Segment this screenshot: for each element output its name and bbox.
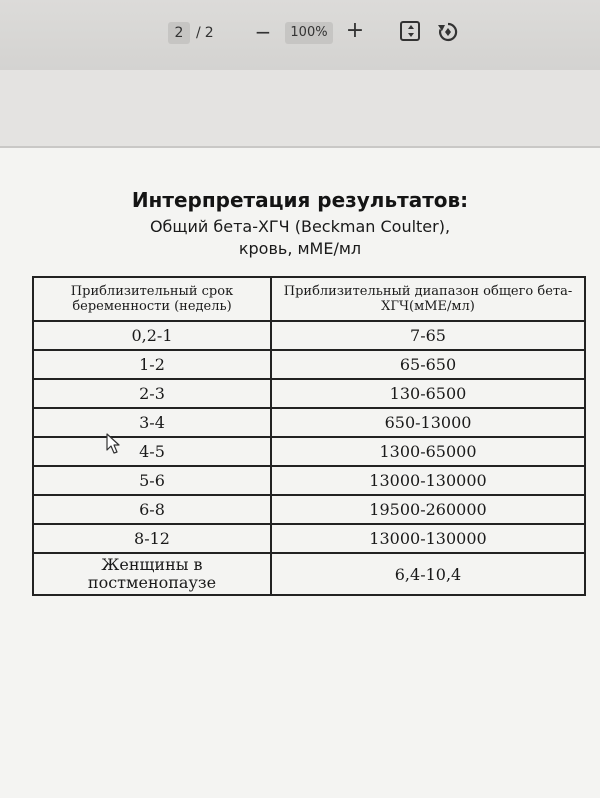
gestation-cell: 4-5 [33, 437, 271, 466]
table-row [33, 524, 585, 553]
hcg-range-cell: 130-6500 [271, 379, 585, 408]
table-header-row [33, 277, 585, 321]
table-row [33, 466, 585, 495]
hcg-range-cell: 650-13000 [271, 408, 585, 437]
subtitle-line-1: Общий бета-ХГЧ (Beckman Coulter), [149, 217, 451, 236]
hcg-range-cell: 19500-260000 [271, 495, 585, 524]
header-hcg-range: Приблизительный диапазон общего бета-ХГЧ(мМЕ/мл) [271, 277, 585, 321]
header-gestation-weeks: Приблизительный срок беременности (недель) [33, 277, 271, 321]
gestation-cell: Женщины в постменопаузе [33, 553, 271, 595]
table-row [33, 495, 585, 524]
hcg-range-cell: 65-650 [271, 350, 585, 379]
gestation-cell: 2-3 [33, 379, 271, 408]
rotate-icon[interactable] [436, 20, 460, 44]
table-row [33, 321, 585, 350]
page-navigator [168, 22, 214, 44]
subtitle-line-2: кровь, мМЕ/мл [238, 239, 362, 258]
page-separator: / [196, 25, 201, 41]
document-page [0, 146, 600, 798]
document-title: Интерпретация результатов: [131, 188, 469, 212]
viewer-background [0, 70, 600, 146]
hcg-range-cell: 7-65 [271, 321, 585, 350]
table-row [33, 350, 585, 379]
gestation-cell: 1-2 [33, 350, 271, 379]
zoom-in-button[interactable]: + [345, 18, 365, 43]
gestation-cell: 5-6 [33, 466, 271, 495]
gestation-cell: 0,2-1 [33, 321, 271, 350]
viewer-toolbar [0, 0, 600, 70]
page-total: 2 [204, 25, 214, 41]
gestation-cell: 3-4 [33, 408, 271, 437]
fit-page-icon[interactable] [400, 21, 420, 41]
zoom-out-button[interactable]: − [254, 20, 272, 44]
gestation-cell: 6-8 [33, 495, 271, 524]
hcg-range-cell: 13000-130000 [271, 466, 585, 495]
page-number-input[interactable]: 2 [168, 22, 190, 44]
table-row [33, 553, 585, 595]
hcg-range-cell: 13000-130000 [271, 524, 585, 553]
gestation-cell: 8-12 [33, 524, 271, 553]
hcg-range-cell: 1300-65000 [271, 437, 585, 466]
document-subtitle [0, 216, 600, 260]
zoom-level-field[interactable]: 100% [285, 22, 333, 44]
table-row [33, 379, 585, 408]
mouse-cursor-icon [106, 433, 122, 455]
hcg-range-cell: 6,4-10,4 [271, 553, 585, 595]
